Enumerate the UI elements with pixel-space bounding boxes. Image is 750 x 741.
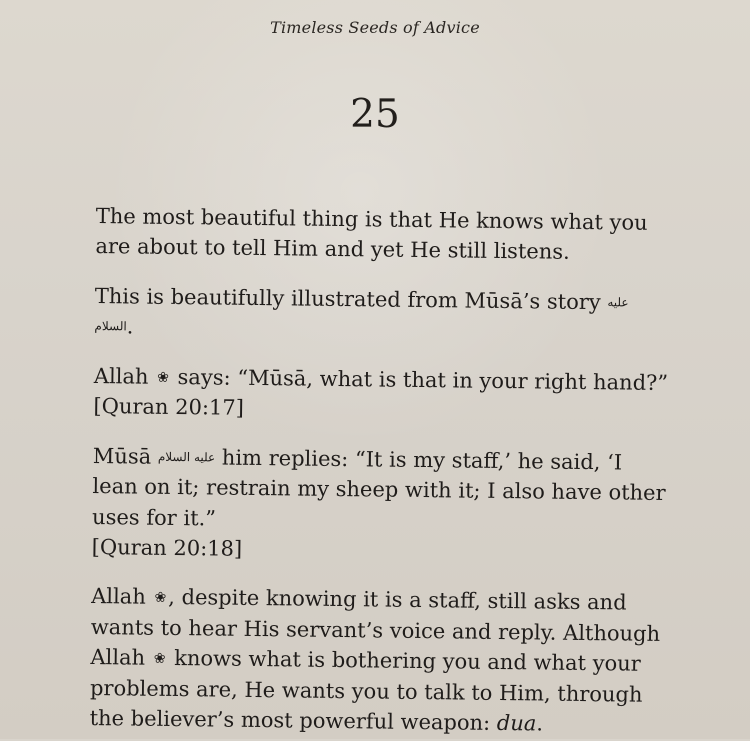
paragraph-3-text: says: “Mūsā, what is that in your right hand?” — [177, 364, 669, 395]
paragraph-5 — [89, 581, 666, 740]
paragraph-2 — [94, 281, 670, 349]
paragraph-3 — [93, 361, 669, 429]
reverence-mark-icon: ❀ — [153, 650, 166, 668]
paragraph-2-text: This is beautifully illustrated from Mūsā’s story — [94, 283, 601, 315]
paragraph-4-text: him replies: “It is my staff,’ he said, ‘I lean on it; restrain my sheep with it; I also have other uses for it.” — [91, 445, 666, 530]
quran-citation-1: [Quran 20:17] — [93, 394, 245, 421]
arabic-honorific: عليه السلام — [157, 449, 216, 465]
paragraph-3-prefix: Allah — [93, 363, 149, 389]
paragraph-2-end: . — [126, 314, 134, 339]
paragraph-1-text: The most beautiful thing is that He knows what you are about to tell Him and yet He still listens. — [95, 203, 648, 265]
paragraph-5-prefix: Allah — [91, 584, 146, 610]
paragraph-1 — [95, 201, 671, 269]
paragraph-5-text-2: knows what is bothering you and what your problems are, He wants you to talk to Him, through the believer’s most powerful weapon: — [89, 646, 643, 735]
chapter-content — [89, 201, 670, 741]
dua-word: dua — [496, 711, 537, 736]
paragraph-4-prefix: Mūsā — [92, 443, 152, 469]
paragraph-4 — [92, 441, 668, 570]
paragraph-5-text-1: , despite knowing it is a staff, still asks and wants to hear His servant’s voice and reply. Although Allah — [90, 585, 661, 670]
reverence-mark-icon: ❀ — [154, 590, 167, 607]
paragraph-5-end: . — [536, 711, 544, 736]
running-head: Timeless Seeds of Advice — [270, 18, 480, 37]
chapter-number: 25 — [350, 92, 400, 137]
quran-citation-2: [Quran 20:18] — [91, 534, 243, 561]
reverence-mark-icon: ❀ — [157, 369, 170, 386]
arabic-honorific: عليه السلام — [94, 295, 629, 334]
